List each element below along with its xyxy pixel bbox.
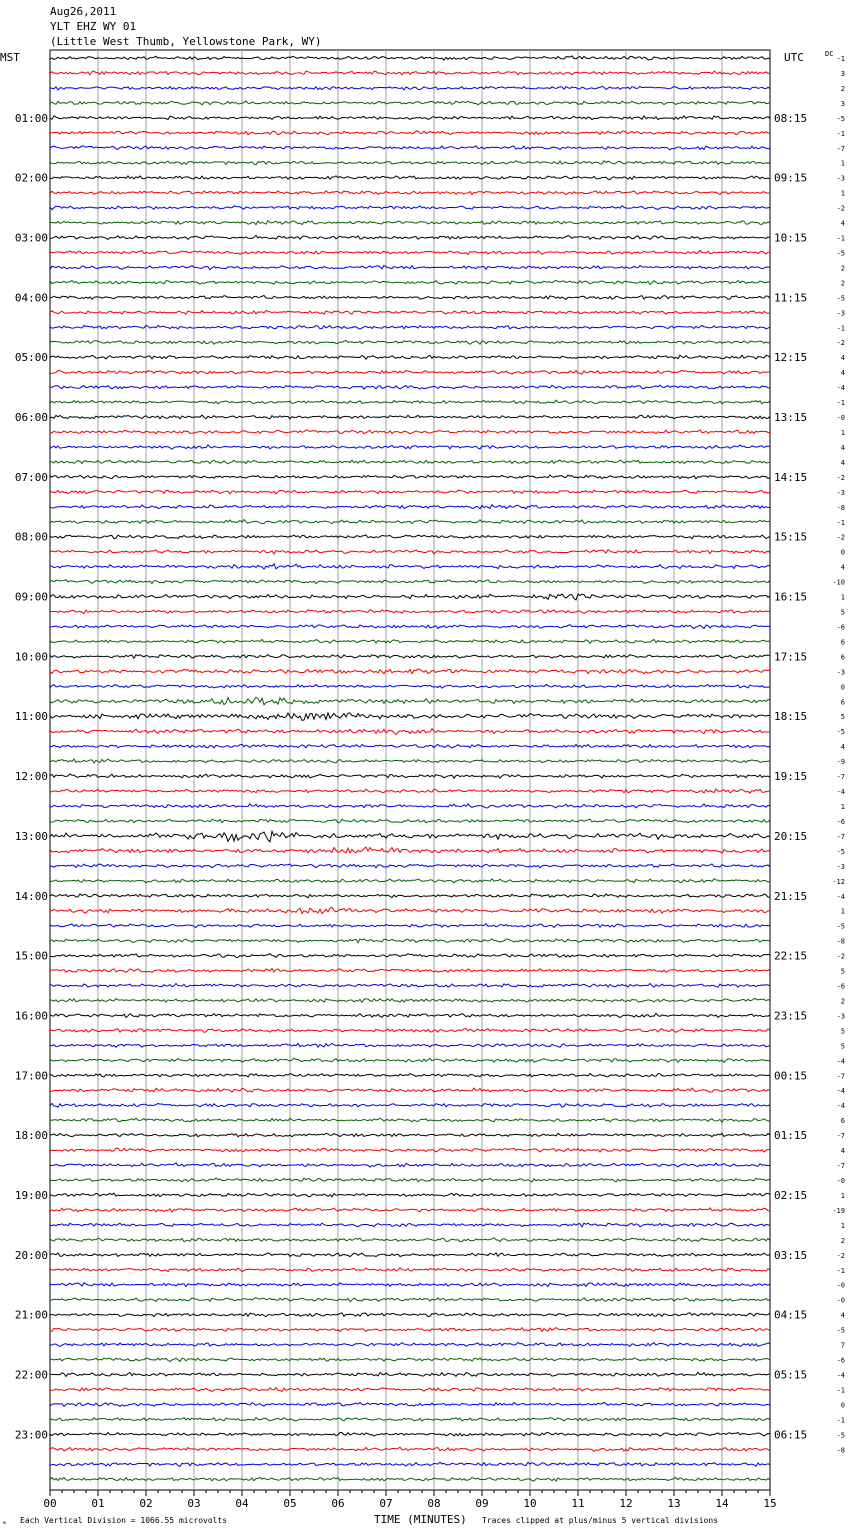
trace-line: [50, 1402, 770, 1406]
dc-title: DC: [825, 50, 834, 58]
trace-line: [50, 998, 770, 1002]
trace-line: [50, 1298, 770, 1302]
trace-line: [50, 1238, 770, 1242]
left-hour-label: 03:00: [14, 231, 48, 245]
trace-line: [50, 1163, 770, 1167]
trace-line: [50, 520, 770, 524]
left-hour-label: 05:00: [14, 351, 48, 365]
dc-offset-label: -4: [836, 892, 845, 901]
plot-date: Aug26,2011: [50, 5, 117, 18]
trace-line: [50, 535, 770, 539]
trace-line: [50, 1462, 770, 1466]
trace-line: [50, 819, 770, 823]
trace-line: [50, 804, 770, 808]
dc-offset-label: -2: [836, 473, 845, 482]
dc-offset-label: -5: [836, 1431, 845, 1440]
station-location: (Little West Thumb, Yellowstone Park, WY): [50, 35, 322, 48]
trace-line: [50, 1088, 770, 1092]
trace-line: [50, 146, 770, 150]
right-hour-label: 02:15: [774, 1188, 808, 1202]
left-hour-label: 16:00: [14, 1009, 48, 1023]
scale-note: Each Vertical Division = 1066.55 microvolts: [20, 1516, 228, 1525]
trace-line: [50, 1388, 770, 1392]
left-hour-label: 13:00: [14, 829, 48, 843]
trace-line: [50, 983, 770, 987]
dc-offset-label: -0: [836, 1177, 845, 1185]
x-tick-label: 12: [619, 1497, 633, 1510]
dc-offset-label: -1: [836, 234, 845, 243]
dc-offset-label: -8: [836, 503, 845, 512]
right-hour-label: 04:15: [774, 1308, 808, 1322]
trace-line: [50, 445, 770, 449]
dc-offset-label: 4: [840, 1311, 845, 1320]
trace-line: [50, 594, 770, 600]
dc-offset-label: -4: [836, 1371, 845, 1380]
x-tick-label: 04: [235, 1497, 249, 1510]
trace-line: [50, 1342, 770, 1346]
trace-line: [50, 1043, 770, 1047]
trace-line: [50, 894, 770, 898]
dc-offset-label: -4: [836, 1087, 845, 1096]
right-hour-label: 10:15: [774, 231, 808, 245]
left-hour-label: 23:00: [14, 1428, 48, 1442]
left-hour-label: 14:00: [14, 889, 48, 903]
dc-offset-label: 6: [840, 1117, 845, 1126]
clip-note: Traces clipped at plus/minus 5 vertical divisions: [482, 1516, 719, 1525]
dc-offset-label: 1: [840, 803, 845, 811]
trace-line: [50, 969, 770, 973]
trace-line: [50, 430, 770, 434]
dc-offset-label: 5: [840, 1027, 845, 1036]
trace-line: [50, 415, 770, 419]
dc-offset-label: 2: [840, 264, 845, 273]
trace-line: [50, 685, 770, 689]
trace-line: [50, 729, 770, 735]
trace-line: [50, 744, 770, 748]
trace-line: [50, 340, 770, 344]
right-hour-label: 08:15: [774, 111, 808, 125]
left-hour-label: 19:00: [14, 1188, 48, 1202]
trace-line: [50, 713, 770, 721]
left-hour-label: 04:00: [14, 291, 48, 305]
x-tick-label: 01: [91, 1497, 105, 1510]
dc-offset-label: -1: [836, 399, 845, 408]
dc-offset-label: -5: [836, 114, 845, 123]
dc-offset-label: -7: [836, 1162, 845, 1171]
trace-line: [50, 789, 770, 793]
dc-offset-label: -1: [836, 55, 845, 63]
trace-line: [50, 1313, 770, 1317]
dc-offset-label: -2: [836, 533, 845, 542]
x-tick-label: 10: [523, 1497, 537, 1510]
trace-line: [50, 235, 770, 239]
trace-line: [50, 864, 770, 868]
right-hour-label: 11:15: [774, 291, 808, 305]
dc-offset-label: 0: [840, 683, 845, 692]
trace-line: [50, 1283, 770, 1287]
right-hour-label: 17:15: [774, 650, 808, 664]
dc-offset-label: -8: [836, 937, 845, 946]
dc-offset-label: -5: [836, 847, 845, 856]
trace-line: [50, 1178, 770, 1182]
dc-offset-label: -1: [836, 129, 845, 138]
trace-line: [50, 295, 770, 299]
trace-line: [50, 161, 770, 165]
dc-offset-label: 4: [840, 219, 845, 228]
trace-line: [50, 1103, 770, 1107]
trace-line: [50, 655, 770, 659]
trace-line: [50, 505, 770, 509]
right-hour-label: 13:15: [774, 411, 808, 425]
trace-line: [50, 385, 770, 389]
dc-offset-label: -5: [836, 728, 845, 737]
dc-offset-label: 4: [840, 458, 845, 467]
trace-line: [50, 1029, 770, 1033]
dc-offset-label: 1: [840, 593, 845, 602]
x-tick-label: 07: [379, 1497, 393, 1510]
trace-line: [50, 191, 770, 195]
trace-line: [50, 56, 770, 60]
x-tick-label: 05: [283, 1497, 297, 1510]
dc-offset-label: -4: [836, 1057, 845, 1066]
right-hour-label: 23:15: [774, 1009, 808, 1023]
right-axis-title: UTC: [784, 51, 804, 64]
corner-mark: ₘ: [2, 1517, 7, 1526]
trace-line: [50, 1223, 770, 1227]
right-hour-label: 16:15: [774, 590, 808, 604]
trace-line: [50, 669, 770, 674]
dc-offset-label: 6: [840, 698, 845, 707]
trace-line: [50, 639, 770, 643]
dc-offset-label: 2: [840, 997, 845, 1006]
left-hour-label: 21:00: [14, 1308, 48, 1322]
trace-line: [50, 625, 770, 629]
dc-offset-label: -3: [836, 174, 845, 183]
dc-offset-label: 4: [840, 1147, 845, 1156]
right-hour-label: 12:15: [774, 351, 808, 365]
dc-offset-label: 1: [840, 907, 845, 916]
left-hour-label: 02:00: [14, 171, 48, 185]
trace-line: [50, 1013, 770, 1017]
dc-offset-label: 1: [840, 189, 845, 198]
dc-offset-label: 5: [840, 608, 845, 617]
trace-line: [50, 325, 770, 329]
trace-line: [50, 1447, 770, 1451]
trace-line: [50, 116, 770, 120]
trace-line: [50, 176, 770, 180]
trace-line: [50, 1477, 770, 1481]
dc-offset-label: -1: [836, 1386, 845, 1395]
dc-offset-label: 2: [840, 84, 845, 93]
left-hour-label: 11:00: [14, 710, 48, 724]
dc-offset-label: -19: [832, 1206, 845, 1215]
dc-offset-label: -1: [836, 518, 845, 527]
x-axis-label: TIME (MINUTES): [374, 1513, 467, 1526]
dc-offset-label: 1: [840, 1221, 845, 1230]
trace-line: [50, 475, 770, 479]
dc-offset-label: -3: [836, 862, 845, 871]
trace-line: [50, 101, 770, 105]
trace-line: [50, 86, 770, 90]
left-hour-label: 01:00: [14, 111, 48, 125]
trace-line: [50, 831, 770, 842]
trace-line: [50, 1208, 770, 1212]
trace-line: [50, 131, 770, 135]
dc-offset-label: 3: [840, 69, 845, 78]
trace-line: [50, 71, 770, 75]
station-code: YLT EHZ WY 01: [50, 20, 137, 33]
trace-line: [50, 370, 770, 374]
trace-line: [50, 610, 770, 614]
dc-offset-label: -7: [836, 773, 845, 782]
trace-line: [50, 1358, 770, 1362]
dc-offset-label: -3: [836, 1012, 845, 1021]
right-hour-label: 22:15: [774, 949, 808, 963]
dc-offset-label: -1: [836, 1416, 845, 1425]
dc-offset-label: -2: [836, 339, 845, 348]
right-hour-label: 06:15: [774, 1428, 808, 1442]
dc-offset-label: -4: [836, 788, 845, 797]
dc-offset-label: 4: [840, 743, 845, 752]
dc-offset-label: 5: [840, 967, 845, 976]
dc-offset-label: -5: [836, 249, 845, 258]
dc-offset-label: -6: [836, 1356, 845, 1365]
dc-offset-label: -5: [836, 922, 845, 931]
left-hour-label: 07:00: [14, 470, 48, 484]
trace-line: [50, 697, 770, 705]
trace-line: [50, 221, 770, 225]
dc-offset-label: -6: [836, 817, 845, 826]
trace-line: [50, 310, 770, 314]
x-tick-label: 00: [43, 1497, 57, 1510]
trace-line: [50, 580, 770, 584]
dc-offset-label: 0: [840, 1401, 845, 1410]
dc-offset-label: 5: [840, 713, 845, 722]
dc-offset-label: -1: [836, 324, 845, 333]
trace-line: [50, 1073, 770, 1076]
trace-line: [50, 490, 770, 494]
x-tick-label: 14: [715, 1497, 729, 1510]
trace-line: [50, 1328, 770, 1332]
dc-offset-label: -3: [836, 668, 845, 677]
left-hour-label: 10:00: [14, 650, 48, 664]
x-tick-label: 11: [571, 1497, 585, 1510]
dc-offset-label: 2: [840, 279, 845, 288]
left-hour-label: 12:00: [14, 770, 48, 784]
dc-offset-label: -7: [836, 1072, 845, 1081]
dc-offset-label: -12: [832, 877, 845, 886]
plot-frame: [50, 50, 770, 1490]
dc-offset-label: -10: [832, 578, 845, 587]
dc-offset-label: 4: [840, 563, 845, 572]
right-hour-label: 21:15: [774, 889, 808, 903]
trace-line: [50, 1432, 770, 1436]
dc-offset-label: -4: [836, 1102, 845, 1111]
trace-line: [50, 953, 770, 957]
right-hour-label: 20:15: [774, 829, 808, 843]
trace-line: [50, 847, 770, 853]
trace-line: [50, 1133, 770, 1136]
x-tick-label: 09: [475, 1497, 489, 1510]
trace-line: [50, 1118, 770, 1122]
dc-offset-label: -1: [836, 1266, 845, 1275]
dc-offset-label: 3: [840, 99, 845, 108]
right-hour-label: 15:15: [774, 530, 808, 544]
left-hour-label: 17:00: [14, 1069, 48, 1083]
dc-offset-label: 2: [840, 1236, 845, 1245]
left-hour-label: 09:00: [14, 590, 48, 604]
dc-offset-label: -0: [836, 1296, 845, 1305]
dc-offset-label: -5: [836, 294, 845, 303]
dc-offset-label: -6: [836, 623, 845, 632]
right-hour-label: 19:15: [774, 770, 808, 784]
trace-line: [50, 1417, 770, 1421]
trace-line: [50, 774, 770, 778]
dc-offset-label: 6: [840, 638, 845, 647]
trace-line: [50, 250, 770, 254]
x-tick-label: 06: [331, 1497, 345, 1510]
dc-offset-label: -8: [836, 1446, 845, 1455]
dc-offset-label: -4: [836, 384, 845, 393]
trace-line: [50, 1268, 770, 1272]
x-tick-label: 13: [667, 1497, 681, 1510]
dc-offset-label: 4: [840, 443, 845, 452]
left-hour-label: 22:00: [14, 1368, 48, 1382]
x-tick-label: 03: [187, 1497, 201, 1510]
dc-offset-label: -0: [836, 414, 845, 423]
dc-offset-label: 4: [840, 354, 845, 363]
dc-offset-label: -6: [836, 982, 845, 991]
dc-offset-label: -7: [836, 144, 845, 153]
dc-offset-label: -2: [836, 1251, 845, 1260]
trace-line: [50, 564, 770, 569]
trace-line: [50, 907, 770, 913]
trace-line: [50, 1148, 770, 1152]
dc-offset-label: -7: [836, 832, 845, 841]
x-tick-label: 08: [427, 1497, 441, 1510]
trace-line: [50, 879, 770, 883]
trace-line: [50, 1058, 770, 1062]
left-axis-title: MST: [0, 51, 20, 64]
dc-offset-label: -0: [836, 1281, 845, 1290]
dc-offset-label: -2: [836, 952, 845, 961]
trace-line: [50, 924, 770, 928]
right-hour-label: 03:15: [774, 1248, 808, 1262]
dc-offset-label: 0: [840, 548, 845, 557]
dc-offset-label: -3: [836, 309, 845, 318]
right-hour-label: 01:15: [774, 1129, 808, 1143]
trace-line: [50, 355, 770, 359]
left-hour-label: 15:00: [14, 949, 48, 963]
dc-offset-label: -3: [836, 488, 845, 497]
right-hour-label: 14:15: [774, 470, 808, 484]
left-hour-label: 20:00: [14, 1248, 48, 1262]
dc-offset-label: -7: [836, 1132, 845, 1141]
trace-line: [50, 400, 770, 404]
dc-offset-label: 7: [840, 1341, 845, 1350]
left-hour-label: 18:00: [14, 1129, 48, 1143]
trace-line: [50, 280, 770, 284]
trace-line: [50, 939, 770, 943]
dc-offset-label: 1: [840, 159, 845, 168]
right-hour-label: 09:15: [774, 171, 808, 185]
trace-line: [50, 460, 770, 464]
dc-offset-label: -5: [836, 1326, 845, 1335]
x-tick-label: 15: [763, 1497, 777, 1510]
dc-offset-label: 1: [840, 1191, 845, 1200]
dc-offset-label: 6: [840, 653, 845, 662]
dc-offset-label: 5: [840, 1042, 845, 1051]
dc-offset-label: -2: [836, 204, 845, 213]
trace-line: [50, 1193, 770, 1197]
dc-offset-label: 4: [840, 369, 845, 378]
dc-offset-label: -9: [836, 758, 845, 767]
trace-line: [50, 550, 770, 554]
dc-offset-label: 1: [840, 429, 845, 437]
right-hour-label: 18:15: [774, 710, 808, 724]
right-hour-label: 05:15: [774, 1368, 808, 1382]
x-tick-label: 02: [139, 1497, 153, 1510]
trace-line: [50, 206, 770, 210]
trace-line: [50, 265, 770, 269]
left-hour-label: 08:00: [14, 530, 48, 544]
trace-line: [50, 759, 770, 763]
trace-line: [50, 1372, 770, 1376]
left-hour-label: 06:00: [14, 411, 48, 425]
right-hour-label: 00:15: [774, 1069, 808, 1083]
trace-line: [50, 1253, 770, 1257]
